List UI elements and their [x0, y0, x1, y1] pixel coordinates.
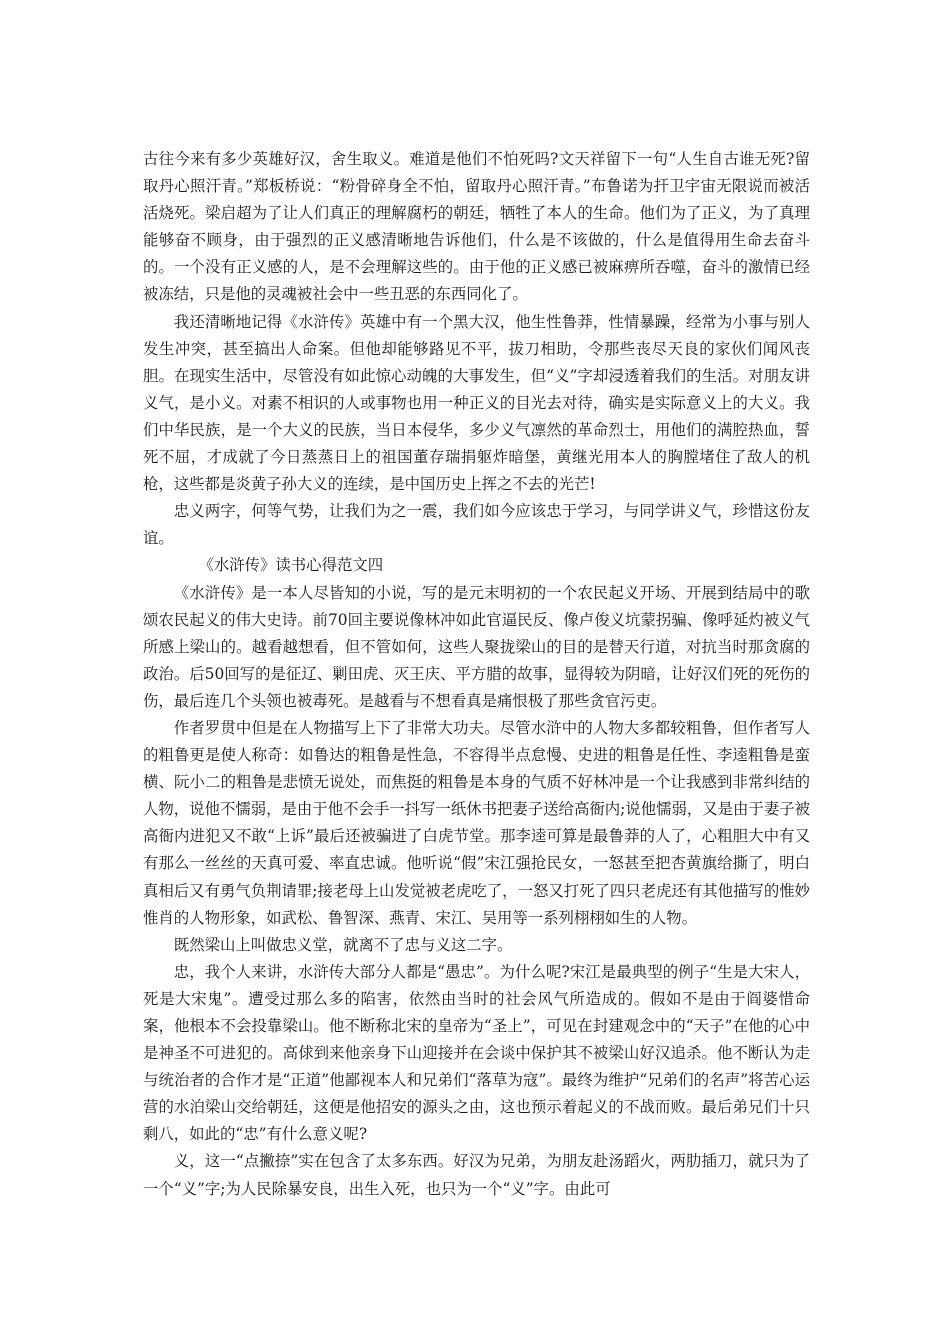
section-heading: 《水浒传》读书心得范文四 [198, 556, 384, 575]
paragraph-summary: 《水浒传》是一本人尽皆知的小说，写的是元末明初的一个农民起义开场、开展到结局中的歌颂农民起义的伟大史诗。前70回主要说像林冲如此官逼民反、像卢俊义坑蒙拐骗、像呼延灼被义气所感上梁山的。越看越想看，但不管如何，这些人聚拢梁山的目的是替天行道，对抗当时那贪腐的政治。后50回写的是征辽、剿田虎、灭王庆、平方腊的故事，显得较为阴暗，让好汉们死的死伤的伤，最后连几个头领也被毒死。是越看与不想看真是痛恨极了那些贪官污吏。 [143, 583, 810, 710]
paragraph-loyalty-hall: 既然梁山上叫做忠义堂，就离不了忠与义这二字。 [173, 935, 513, 954]
paragraph-li-kui: 我还清晰地记得《水浒传》英雄中有一个黑大汉，他生性鲁莽，性情暴躁，经常为小事与别人发生冲突，甚至搞出人命案。但他却能够路见不平，拔刀相助，令那些丧尽天良的家伙们闻风丧胆。在现实生活中，尽管没有如此惊心动魄的大事发生，但“义”字却浸透着我们的生活。对朋友讲义气，是小义。对素不相识的人或事物也用一种正义的目光去对待，确实是实际意义上的大义。我们中华民族，是一个大义的民族，当日本侵华，多少义气凛然的革命烈士，用他们的满腔热血，誓死不屈，才成就了今日蒸蒸日上的祖国董存瑞捐躯炸暗堡，黄继光用本人的胸膛堵住了敌人的机枪，这些都是炎黄子孙大义的连续，是中国历史上挥之不去的光芒! [143, 312, 810, 494]
paragraph-characters: 作者罗贯中但是在人物描写上下了非常大功夫。尽管水浒中的人物大多都较粗鲁，但作者写人的粗鲁更是使人称奇：如鲁达的粗鲁是性急，不容得半点怠慢、史进的粗鲁是任性、李逵粗鲁是蛮横、阮小二的粗鲁是悲愤无说处，而焦挺的粗鲁是本身的气质不好林冲是一个让我感到非常纠结的人物，说他不懦弱，是由于他不会手一抖写一纸休书把妻子送给高衙内;说他懦弱，又是由于妻子被高衙内进犯又不敢“上诉”最后还被骗进了白虎节堂。那李逵可算是最鲁莽的人了，心粗胆大中有又有那么一丝丝的天真可爱、率直忠诚。他听说“假”宋江强抢民女，一怒甚至把杏黄旗给撕了，明白真相后又有勇气负荆请罪;接老母上山发觉被老虎吃了，一怒又打死了四只老虎还有其他描写的惟妙惟肖的人物形象，如武松、鲁智深、燕青、宋江、吴用等一系列栩栩如生的人物。 [143, 718, 810, 927]
paragraph-intro: 古往今来有多少英雄好汉，舍生取义。难道是他们不怕死吗?文天祥留下一句“人生自古谁无死?留取丹心照汗青。”郑板桥说：“粉骨碎身全不怕，留取丹心照汗青。”布鲁诺为扞卫宇宙无限说而被活活烧死。梁启超为了让人们真正的理解腐朽的朝廷，牺牲了本人的生命。他们为了正义，为了真理能够奋不顾身，由于强烈的正义感清晰地告诉他们，什么是不该做的，什么是值得用生命去奋斗的。一个没有正义感的人，是不会理解这些的。由于他的正义感已被麻痹所吞噬，奋斗的激情已经被冻结，只是他的灵魂被社会中一些丑恶的东西同化了。 [143, 150, 810, 304]
document-body [143, 146, 810, 1203]
paragraph-yi: 义，这一“点撇捺”实在包含了太多东西。好汉为兄弟，为朋友赴汤蹈火，两肋插刀，就只为了一个“义”字;为人民除暴安良，出生入死，也只为一个“义”字。由此可 [143, 1152, 810, 1198]
paragraph-loyalty: 忠义两字，何等气势，让我们为之一震，我们如今应该忠于学习，与同学讲义气，珍惜这份友谊。 [143, 502, 810, 548]
paragraph-zhong: 忠，我个人来讲，水浒传大部分人都是“愚忠”。为什么呢?宋江是最典型的例子“生是大宋人，死是大宋鬼”。遭受过那么多的陷害，依然由当时的社会风气所造成的。假如不是由于阎婆惜命案，他根本不会投靠梁山。他不断称北宋的皇帝为“圣上”，可见在封建观念中的“天子”在他的心中是神圣不可进犯的。高俅到来他亲身下山迎接并在会谈中保护其不被梁山好汉追杀。他不断认为走与统治者的合作才是“正道”他鄙视本人和兄弟们“落草为寇”。最终为维护“兄弟们的名声”将苦心运营的水泊梁山交给朝廷，这便是他招安的源头之由，这也预示着起义的不战而败。最后弟兄们十只剩八，如此的“忠”有什么意义呢? [143, 962, 810, 1144]
